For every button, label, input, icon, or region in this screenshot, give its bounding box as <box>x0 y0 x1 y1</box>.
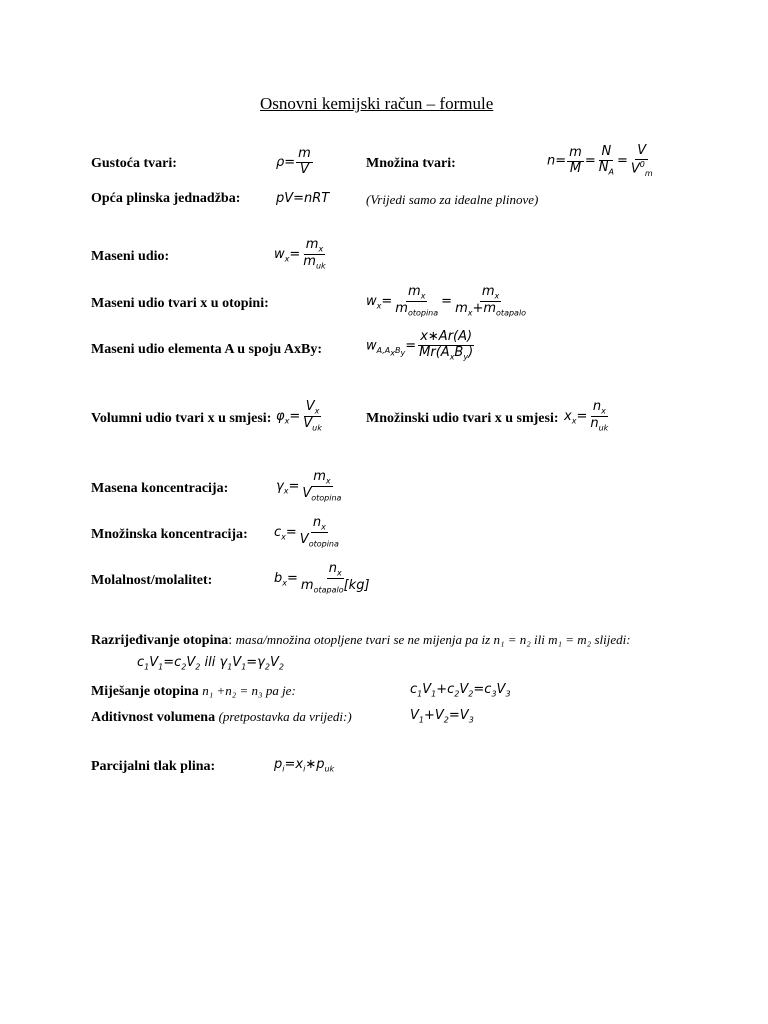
label-mnozinski-udio: Množinski udio tvari x u smjesi: <box>366 411 559 426</box>
formula-plinska: pV=nRT <box>276 191 330 206</box>
label-maseni-element: Maseni udio elementa A u spoju AxBy: <box>91 342 323 357</box>
formula-mnozinska-konc: $c_x=$ $\frac{n_x}{V_{otopina}}$ <box>274 515 339 549</box>
label-volumni: Volumni udio tvari x u smjesi: <box>91 411 272 426</box>
formula-maseni-otopina: $w_x=$ $\frac{m_x}{m_{otopina}}$ = $\frac{m_x}{m_x+m_{otapalo}}$ <box>366 284 527 318</box>
mijesanje-line: Miješanje otopina n₁ +n₂ = n₃ pa je: <box>91 683 296 699</box>
label-maseni-udio: Maseni udio: <box>91 249 170 264</box>
label-masena-konc: Masena koncentracija: <box>91 481 229 496</box>
label-maseni-otopina: Maseni udio tvari x u otopini: <box>91 296 269 311</box>
formula-volumni: $\varphi_x=$ $\frac{V_x}{V_{uk}}$ <box>276 399 322 433</box>
label-parcijalni: Parcijalni tlak plina: <box>91 759 216 774</box>
formula-mnozina: n= $\frac{m}{M}$ = $\frac{N}{N_A}$ = $\frac{V}{V^0_m}$ <box>547 143 653 178</box>
formula-masena-konc: $\gamma_x=$ $\frac{m_x}{V_{otopina}}$ <box>276 469 342 503</box>
label-mnozina: Množina tvari: <box>366 156 456 171</box>
label-molalnost: Molalnost/molalitet: <box>91 573 213 588</box>
formula-aditivnost: $V_1+V_2=V_3$ <box>410 708 474 725</box>
aditivnost-line: Aditivnost volumena (pretpostavka da vrijedi:) <box>91 709 352 725</box>
label-mnozinska-konc: Množinska koncentracija: <box>91 527 248 542</box>
formula-mijesanje: $c_1V_1+c_2V_2=c_3V_3$ <box>410 682 511 699</box>
formula-molalnost: $b_x=$ $\frac{n_x}{m_{otapalo}[kg]}$ <box>274 561 370 595</box>
plinska-note: (Vrijedi samo za idealne plinove) <box>366 192 539 207</box>
formula-maseni-udio: $w_x=$ $\frac{m_x}{m_{uk}}$ <box>274 237 326 271</box>
razrjedjivanje-line: Razrijeđivanje otopina: masa/množina otopljene tvari se ne mijenja pa iz n₁ = n₂ ili m₁ = m₂ slijedi: <box>91 632 631 648</box>
label-gustoca: Gustoća tvari: <box>91 156 177 171</box>
formula-razrjedjivanje: $c_1V_1=c_2V_2$ ili $\gamma_1V_1=\gamma_2V_2$ <box>137 655 284 672</box>
formula-gustoca: ρ= $\frac{m}{V}$ <box>276 146 311 177</box>
label-plinska: Opća plinska jednadžba: <box>91 191 241 206</box>
formula-mnozinski-udio: $x_x=$ $\frac{n_x}{n_{uk}}$ <box>564 399 609 433</box>
page-title: Osnovni kemijski račun – formule <box>260 94 494 113</box>
formula-maseni-element: $w_{A,A_xB_y}=$ $\frac{x∗Ar(A)}{Mr(A_xB_y)}$ <box>366 329 474 362</box>
formula-parcijalni: $p_i=x_i∗p_{uk}$ <box>274 757 335 774</box>
